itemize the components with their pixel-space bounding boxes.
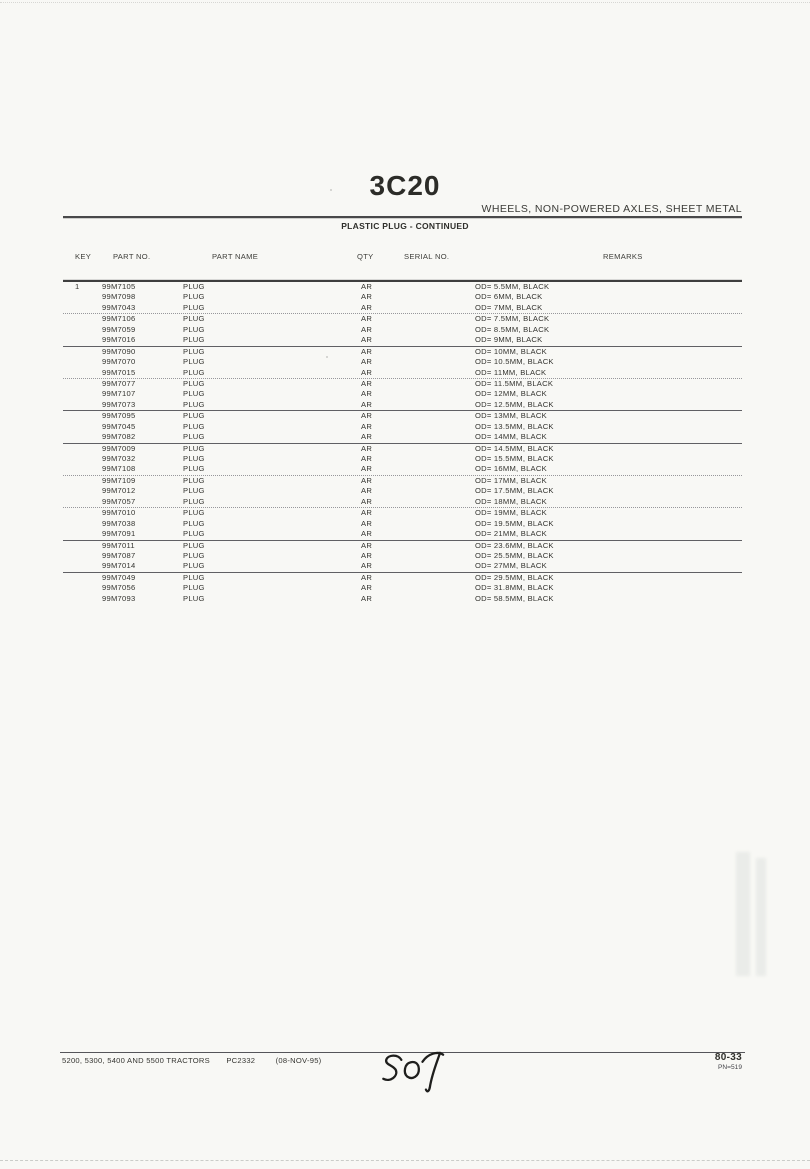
row-group <box>63 443 742 475</box>
cell-part-no: 99M7109 <box>102 475 136 485</box>
cell-part-name: PLUG <box>183 421 205 431</box>
cell-qty: AR <box>361 292 373 302</box>
cell-part-name: PLUG <box>183 540 205 550</box>
table-row <box>63 476 742 486</box>
cell-part-name: PLUG <box>183 496 205 506</box>
table-row <box>63 497 742 507</box>
table-row <box>63 314 742 324</box>
section-code: 3C20 <box>369 170 441 201</box>
cell-remarks: OD= 10.5MM, BLACK <box>475 357 554 367</box>
cell-qty: AR <box>361 357 373 367</box>
cell-qty: AR <box>361 282 373 291</box>
cell-part-name: PLUG <box>183 593 205 603</box>
cell-remarks: OD= 29.5MM, BLACK <box>475 572 554 582</box>
table-row <box>63 411 742 421</box>
cell-qty: AR <box>361 572 373 582</box>
scan-smudge <box>756 858 766 976</box>
cell-remarks: OD= 23.6MM, BLACK <box>475 540 554 550</box>
cell-remarks: OD= 5.5MM, BLACK <box>475 282 550 291</box>
cell-qty: AR <box>361 550 373 560</box>
handwriting-507-strokes <box>371 1042 466 1103</box>
cell-part-no: 99M7010 <box>102 508 136 518</box>
table-row <box>63 303 742 313</box>
cell-part-no: 99M7070 <box>102 357 136 367</box>
cell-part-name: PLUG <box>183 518 205 528</box>
cell-remarks: OD= 11.5MM, BLACK <box>475 378 554 388</box>
parts-table <box>63 280 742 604</box>
cell-part-name: PLUG <box>183 346 205 356</box>
cell-qty: AR <box>361 399 373 409</box>
cell-part-name: PLUG <box>183 475 205 485</box>
cell-qty: AR <box>361 314 373 324</box>
cell-remarks: OD= 11MM, BLACK <box>475 367 547 377</box>
cell-qty: AR <box>361 324 373 334</box>
cell-qty: AR <box>361 335 373 345</box>
table-row <box>63 583 742 593</box>
cell-qty: AR <box>361 508 373 518</box>
table-row <box>63 422 742 432</box>
cell-qty: AR <box>361 518 373 528</box>
table-row <box>63 454 742 464</box>
table-row <box>63 551 742 561</box>
table-row <box>63 541 742 551</box>
cell-remarks: OD= 12.5MM, BLACK <box>475 399 554 409</box>
cell-qty: AR <box>361 346 373 356</box>
table-row <box>63 325 742 335</box>
cell-part-name: PLUG <box>183 335 205 345</box>
cell-part-no: 99M7082 <box>102 432 136 442</box>
cell-qty: AR <box>361 486 373 496</box>
cell-key: 1 <box>75 282 80 291</box>
header-rule <box>63 216 742 218</box>
handwritten-page-number <box>371 1042 466 1103</box>
cell-remarks: OD= 8.5MM, BLACK <box>475 324 550 334</box>
cell-part-no: 99M7032 <box>102 454 136 463</box>
cell-part-no: 99M7087 <box>102 550 136 560</box>
pn-code: PN=519 <box>717 1064 742 1071</box>
cell-qty: AR <box>361 378 373 388</box>
cell-remarks: OD= 21MM, BLACK <box>475 529 547 539</box>
cell-part-no: 99M7095 <box>102 411 136 421</box>
scan-noise-top <box>0 2 810 3</box>
cell-remarks: OD= 7.5MM, BLACK <box>475 314 550 324</box>
table-row <box>63 529 742 539</box>
cell-qty: AR <box>361 583 373 593</box>
cell-qty: AR <box>361 561 373 571</box>
table-row <box>63 519 742 529</box>
cell-remarks: OD= 25.5MM, BLACK <box>475 550 554 560</box>
table-row <box>63 464 742 474</box>
table-row <box>63 379 742 389</box>
cell-part-name: PLUG <box>183 314 205 324</box>
footer-catalog-no: PC2332 <box>226 1056 256 1065</box>
scan-smudge <box>736 852 750 976</box>
column-header-key: KEY <box>75 252 92 261</box>
cell-qty: AR <box>361 421 373 431</box>
cell-part-name: PLUG <box>183 378 205 388</box>
cell-qty: AR <box>361 475 373 485</box>
table-row <box>63 561 742 571</box>
cell-remarks: OD= 19.5MM, BLACK <box>475 518 554 528</box>
row-group <box>63 572 742 604</box>
cell-part-no: 99M7009 <box>102 443 136 453</box>
table-row <box>63 573 742 583</box>
table-row <box>63 292 742 302</box>
cell-part-name: PLUG <box>183 367 205 377</box>
cell-remarks: OD= 9MM, BLACK <box>475 335 543 345</box>
cell-part-no: 99M7090 <box>102 346 136 356</box>
row-group <box>63 378 742 410</box>
cell-remarks: OD= 6MM, BLACK <box>475 292 543 302</box>
footer-date: (08-NOV-95) <box>275 1056 322 1065</box>
cell-part-name: PLUG <box>183 454 205 463</box>
cell-part-no: 99M7056 <box>102 583 136 593</box>
cell-part-no: 99M7108 <box>102 464 136 474</box>
cell-part-no: 99M7049 <box>102 572 136 582</box>
cell-part-name: PLUG <box>183 282 205 291</box>
cell-qty: AR <box>361 529 373 539</box>
row-group <box>63 282 742 313</box>
cell-part-name: PLUG <box>183 411 205 421</box>
cell-qty: AR <box>361 496 373 506</box>
table-row <box>63 282 742 292</box>
page-code: 80-33 <box>714 1052 742 1063</box>
cell-remarks: OD= 16MM, BLACK <box>475 464 547 474</box>
cell-part-no: 99M7014 <box>102 561 136 571</box>
cell-part-name: PLUG <box>183 302 205 312</box>
cell-part-name: PLUG <box>183 583 205 593</box>
parts-table-rows <box>63 282 742 604</box>
cell-qty: AR <box>361 411 373 421</box>
table-column-headers <box>63 252 742 264</box>
table-row <box>63 444 742 454</box>
row-group <box>63 540 742 572</box>
cell-qty: AR <box>361 443 373 453</box>
cell-part-name: PLUG <box>183 529 205 539</box>
cell-remarks: OD= 12MM, BLACK <box>475 389 547 399</box>
cell-part-no: 99M7093 <box>102 593 136 603</box>
cell-remarks: OD= 7MM, BLACK <box>475 302 543 312</box>
cell-qty: AR <box>361 540 373 550</box>
cell-part-name: PLUG <box>183 389 205 399</box>
scan-noise-bottom <box>0 1160 810 1161</box>
cell-part-no: 99M7015 <box>102 367 136 377</box>
cell-part-name: PLUG <box>183 508 205 518</box>
cell-part-no: 99M7073 <box>102 399 136 409</box>
cell-remarks: OD= 14.5MM, BLACK <box>475 443 554 453</box>
cell-part-no: 99M7016 <box>102 335 136 345</box>
cell-part-no: 99M7012 <box>102 486 136 496</box>
cell-part-no: 99M7077 <box>102 378 136 388</box>
cell-remarks: OD= 17.5MM, BLACK <box>475 486 554 496</box>
cell-remarks: OD= 19MM, BLACK <box>475 508 547 518</box>
table-row <box>63 432 742 442</box>
cell-part-name: PLUG <box>183 399 205 409</box>
cell-qty: AR <box>361 432 373 442</box>
cell-qty: AR <box>361 367 373 377</box>
cell-qty: AR <box>361 302 373 312</box>
table-row <box>63 347 742 357</box>
cell-part-no: 99M7091 <box>102 529 136 539</box>
cell-part-no: 99M7106 <box>102 314 136 324</box>
cell-remarks: OD= 10MM, BLACK <box>475 346 547 356</box>
cell-part-no: 99M7011 <box>102 540 135 550</box>
column-header-remarks: REMARKS <box>603 252 643 261</box>
cell-part-no: 99M7059 <box>102 324 136 334</box>
cell-remarks: OD= 31.8MM, BLACK <box>475 583 554 593</box>
table-row <box>63 594 742 604</box>
row-group <box>63 410 742 442</box>
table-title: PLASTIC PLUG - CONTINUED <box>341 221 469 231</box>
column-header-part-name: PART NAME <box>212 252 259 261</box>
table-row <box>63 508 742 518</box>
cell-part-no: 99M7105 <box>102 282 136 291</box>
cell-part-name: PLUG <box>183 561 205 571</box>
cell-remarks: OD= 27MM, BLACK <box>475 561 547 571</box>
row-group <box>63 507 742 539</box>
cell-remarks: OD= 13.5MM, BLACK <box>475 421 554 431</box>
row-group <box>63 346 742 378</box>
cell-qty: AR <box>361 389 373 399</box>
row-group <box>63 313 742 345</box>
cell-part-no: 99M7098 <box>102 292 136 302</box>
table-row <box>63 486 742 496</box>
cell-remarks: OD= 14MM, BLACK <box>475 432 547 442</box>
cell-remarks: OD= 58.5MM, BLACK <box>475 593 554 603</box>
table-row <box>63 368 742 378</box>
column-header-qty: QTY <box>357 252 374 261</box>
section-title: WHEELS, NON-POWERED AXLES, SHEET METAL <box>481 203 742 215</box>
cell-part-name: PLUG <box>183 324 205 334</box>
cell-part-no: 99M7038 <box>102 518 136 528</box>
table-row <box>63 335 742 345</box>
cell-part-name: PLUG <box>183 443 205 453</box>
cell-part-name: PLUG <box>183 292 205 302</box>
cell-part-name: PLUG <box>183 432 205 442</box>
cell-part-name: PLUG <box>183 464 205 474</box>
row-group <box>63 475 742 507</box>
footer-models: 5200, 5300, 5400 AND 5500 TRACTORS <box>62 1056 210 1065</box>
cell-part-no: 99M7057 <box>102 496 136 506</box>
cell-part-no: 99M7107 <box>102 389 136 399</box>
cell-part-no: 99M7043 <box>102 302 136 312</box>
table-row <box>63 357 742 367</box>
column-header-part-no: PART NO. <box>113 252 151 261</box>
table-row <box>63 400 742 410</box>
cell-remarks: OD= 17MM, BLACK <box>475 475 547 485</box>
cell-part-name: PLUG <box>183 550 205 560</box>
cell-qty: AR <box>361 593 373 603</box>
cell-part-name: PLUG <box>183 572 205 582</box>
cell-remarks: OD= 18MM, BLACK <box>475 496 547 506</box>
cell-qty: AR <box>361 454 373 463</box>
cell-remarks: OD= 13MM, BLACK <box>475 411 547 421</box>
cell-qty: AR <box>361 464 373 474</box>
cell-part-name: PLUG <box>183 357 205 367</box>
table-row <box>63 389 742 399</box>
cell-remarks: OD= 15.5MM, BLACK <box>475 454 554 463</box>
column-header-serial-no: SERIAL NO. <box>404 252 450 261</box>
cell-part-name: PLUG <box>183 486 205 496</box>
cell-part-no: 99M7045 <box>102 421 136 431</box>
